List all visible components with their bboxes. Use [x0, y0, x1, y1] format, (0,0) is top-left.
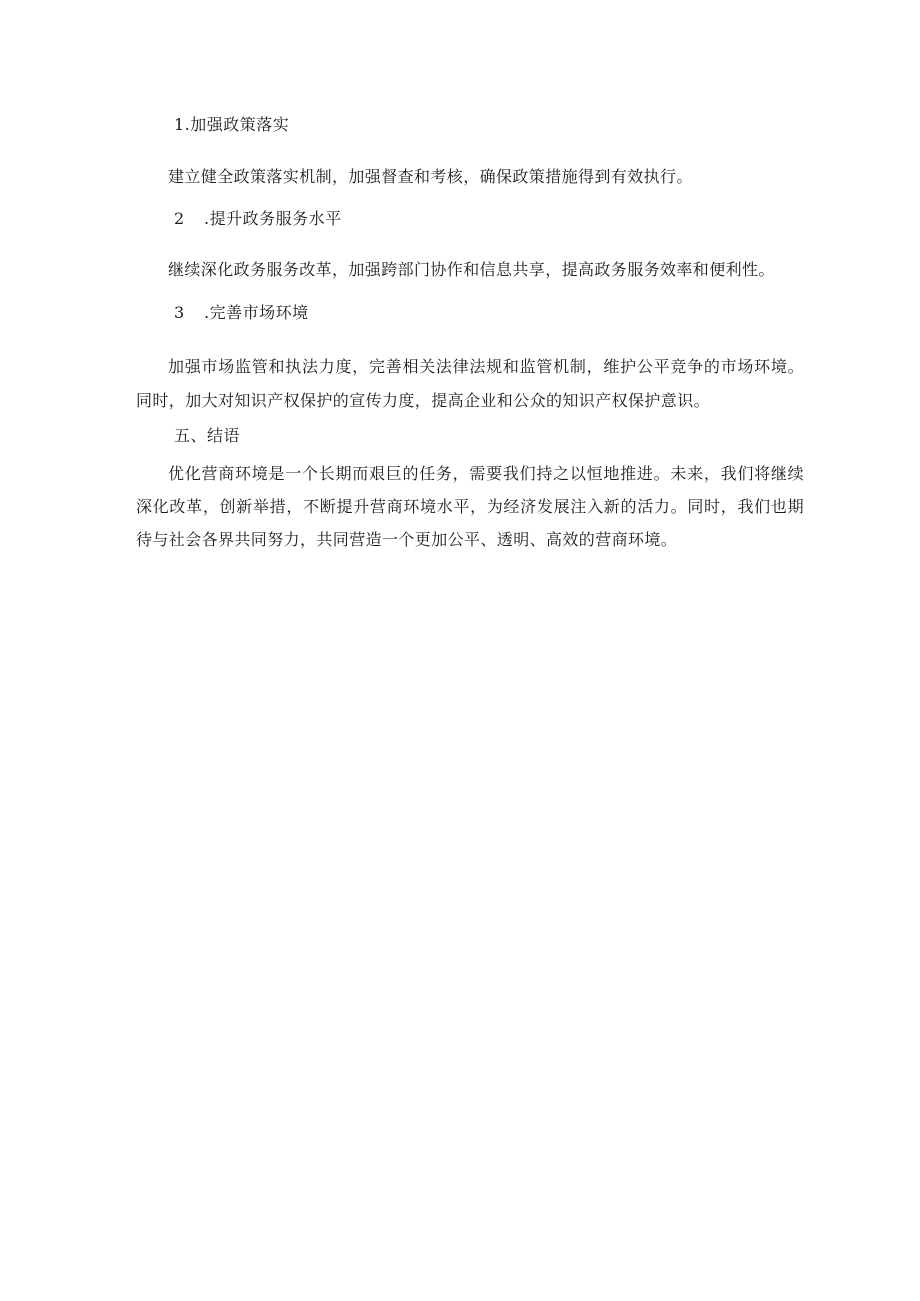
section-number: 3 — [174, 303, 185, 322]
section-paragraph-policy-implementation: 建立健全政策落实机制，加强督查和考核，确保政策措施得到有效执行。 — [168, 167, 693, 186]
section-title: .提升政务服务水平 — [204, 209, 342, 228]
conclusion-paragraph: 优化营商环境是一个长期而艰巨的任务，需要我们持之以恒地推进。未来，我们将继续深化改革，创新举措，不断提升营商环境水平，为经济发展注入新的活力。同时，我们也期待与社会各界共同努力，共同营造一个更加公平、透明、高效的营商环境。 — [136, 464, 804, 549]
section-paragraph-market-environment: 加强市场监管和执法力度，完善相关法律法规和监管机制，维护公平竞争的市场环境。同时，加大对知识产权保护的宣传力度，提高企业和公众的知识产权保护意识。 — [136, 357, 804, 410]
section-number: 2 — [174, 209, 185, 228]
section-title: .完善市场环境 — [204, 303, 309, 322]
section-paragraph-government-services: 继续深化政务服务改革，加强跨部门协作和信息共享，提高政务服务效率和便利性。 — [168, 260, 775, 279]
section-heading-market-environment — [136, 300, 309, 326]
section-heading-policy-implementation — [136, 112, 289, 138]
section-title: 加强政策落实 — [190, 115, 290, 134]
conclusion-heading: 五、结语 — [174, 426, 241, 445]
section-number: 1. — [174, 115, 191, 134]
section-heading-government-services — [136, 206, 342, 232]
